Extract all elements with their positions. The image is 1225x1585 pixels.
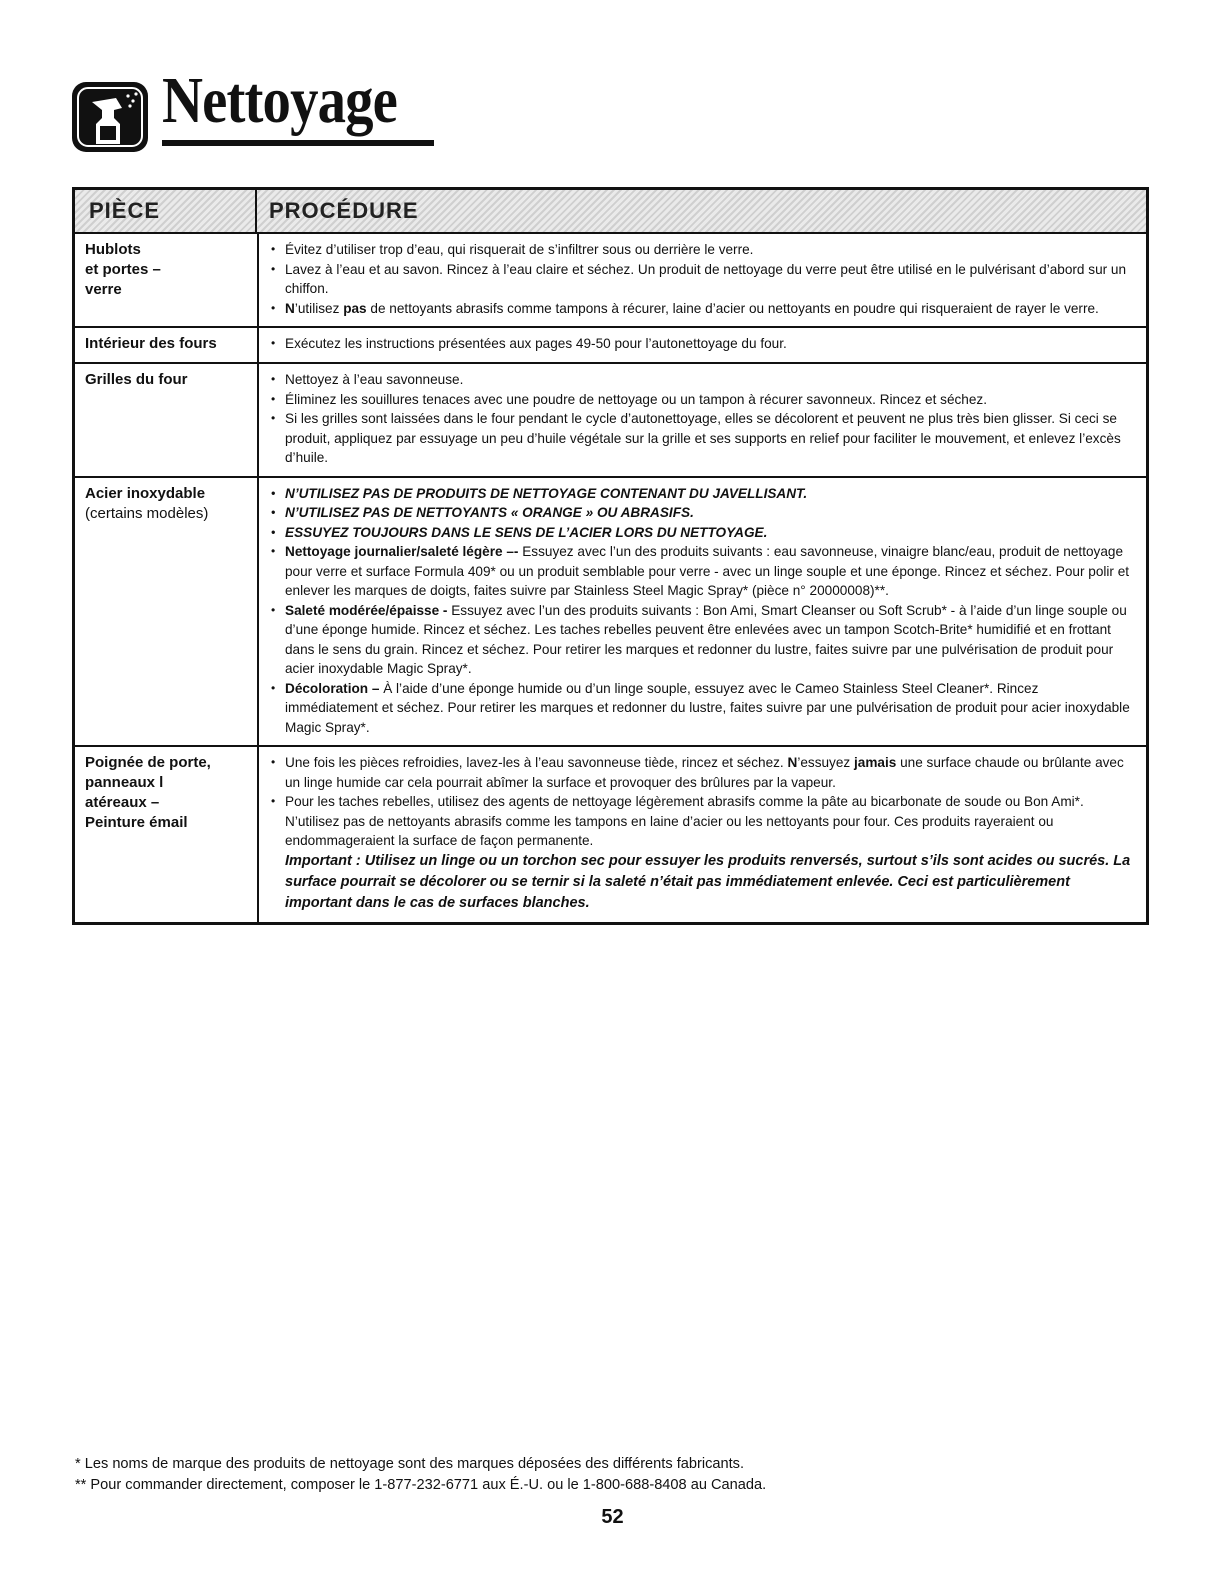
title-underline <box>162 140 434 146</box>
list-item: • N’utilisez pas de nettoyants abrasifs comme tampons à récurer, laine d’acier ou nettoyants en poudre qui risqueraient de rayer le verre. <box>267 299 1134 319</box>
room-cell <box>75 364 259 476</box>
list-item: • Pour les taches rebelles, utilisez des agents de nettoyage légèrement abrasifs comme la pâte au bicarbonate de soude ou Bon Ami*. N’utilisez pas de nettoyants abrasifs comme les tampons en laine d’acier ou les nettoyants pour four. Ces produits rayeraient ou endommageraient la surface de façon permanente. <box>267 792 1134 851</box>
room-note: (certains modèles) <box>85 504 209 522</box>
list-item: • Lavez à l’eau et au savon. Rincez à l’eau claire et séchez. Un produit de nettoyage du verre peut être utilisé en le pulvérisant d’abord sur un chiffon. <box>267 260 1134 299</box>
list-item: • Saleté modérée/épaisse - Essuyez avec l’un des produits suivants : Bon Ami, Smart Cleanser ou Soft Scrub* - à l’aide d’un linge souple ou d’une éponge humide. Rincez et séchez. Les taches rebelles peuvent être enlevées avec un tampon Scotch-Brite* humidifié et en frottant dans le sens du grain. Rincez et séchez. Pour retirer les marques et redonner du lustre, faites suivre par une pulvérisation de produit pour acier inoxydable Magic Spray*. <box>267 601 1134 679</box>
list-item: • Nettoyez à l’eau savonneuse. <box>267 370 1134 390</box>
list-item: • Exécutez les instructions présentées aux pages 49-50 pour l’autonettoyage du four. <box>267 334 1134 354</box>
table-row <box>75 747 1146 922</box>
footnote-order: ** Pour commander directement, composer le 1-877-232-6771 aux É.-U. ou le 1-800-688-8408 au Canada. <box>75 1477 767 1493</box>
procedure-cell <box>259 747 1146 922</box>
list-item: • Une fois les pièces refroidies, lavez-les à l’eau savonneuse tiède, rincez et séchez. N’essuyez jamais une surface chaude ou brûlante avec un linge humide car cela pourrait abîmer la surface et provoquer des brûlures par la vapeur. <box>267 753 1134 792</box>
warning-item: • N’UTILISEZ PAS DE PRODUITS DE NETTOYAGE CONTENANT DU JAVELLISANT. <box>267 484 1134 504</box>
room-name: Grilles du four <box>85 371 188 388</box>
table-row <box>75 234 1146 328</box>
procedure-cell <box>259 364 1146 476</box>
warning-item: • N’UTILISEZ PAS DE NETTOYANTS « ORANGE » OU ABRASIFS. <box>267 503 1134 523</box>
table-header <box>75 190 1146 234</box>
important-note: Important : Utilisez un linge ou un torchon sec pour essuyer les produits renversés, surtout s’ils sont acides ou sucrés. La surface pourrait se décolorer ou se ternir si la saleté n’était pas immédiatement enlevée. Ceci est particulièrement important dans le cas de surfaces blanches. <box>285 852 1131 911</box>
room-cell <box>75 328 259 362</box>
page-header <box>70 62 490 157</box>
room-cell <box>75 747 259 922</box>
room-cell <box>75 234 259 326</box>
page-number: 52 <box>601 1506 624 1528</box>
list-item: • Décoloration – À l’aide d’une éponge humide ou d’un linge souple, essuyez avec le Cameo Stainless Steel Cleaner*. Rincez immédiatement et séchez. Pour retirer les marques et redonner du lustre, faites suivre par une pulvérisation de produit pour acier inoxydable Magic Spray*. <box>267 679 1134 738</box>
room-name: Acier inoxydable <box>85 484 206 502</box>
room-name: Hublots et portes – verre <box>85 241 161 298</box>
table-row <box>75 478 1146 748</box>
footnote-trademark: * Les noms de marque des produits de nettoyage sont des marques déposées des différents fabricants. <box>75 1456 745 1472</box>
room-name: Intérieur des fours <box>85 335 217 352</box>
procedure-cell <box>259 328 1146 362</box>
room-name: Poignée de porte, panneaux l atéreaux – Peinture émail <box>85 754 211 831</box>
footnotes <box>75 1454 766 1496</box>
procedure-cell <box>259 234 1146 326</box>
cleaning-table <box>72 187 1149 925</box>
warning-item: • ESSUYEZ TOUJOURS DANS LE SENS DE L’ACIER LORS DU NETTOYAGE. <box>267 523 1134 543</box>
room-cell <box>75 478 259 746</box>
list-item: • Éliminez les souillures tenaces avec une poudre de nettoyage ou un tampon à récurer savonneux. Rincez et séchez. <box>267 390 1134 410</box>
list-item: • Nettoyage journalier/saleté légère –- Essuyez avec l’un des produits suivants : eau savonneuse, vinaigre blanc/eau, produit de nettoyage pour verre et surface Formula 409* ou un produit semblable pour verre - avec un linge souple et une éponge. Rincez et séchez. Pour polir et enlever les marques de doigts, faites suivre par Stainless Steel Magic Spray* (pièce n° 20000008)**. <box>267 542 1134 601</box>
column-header-piece: PIÈCE <box>75 190 257 232</box>
page-title: Nettoyage <box>162 64 397 137</box>
spray-bottle-icon <box>70 80 150 154</box>
list-item: • Évitez d’utiliser trop d’eau, qui risquerait de s’infiltrer sous ou derrière le verre. <box>267 240 1134 260</box>
table-row <box>75 328 1146 364</box>
procedure-cell <box>259 478 1146 746</box>
table-row <box>75 364 1146 478</box>
list-item: • Si les grilles sont laissées dans le four pendant le cycle d’autonettoyage, elles se décolorent et peuvent ne plus très bien glisser. Si ceci se produit, appliquez par essuyage un peu d’huile végétale sur la grille et ses supports en relief pour faciliter le mouvement, et enlevez l’excès d’huile. <box>267 409 1134 468</box>
column-header-procedure: PROCÉDURE <box>269 198 419 223</box>
